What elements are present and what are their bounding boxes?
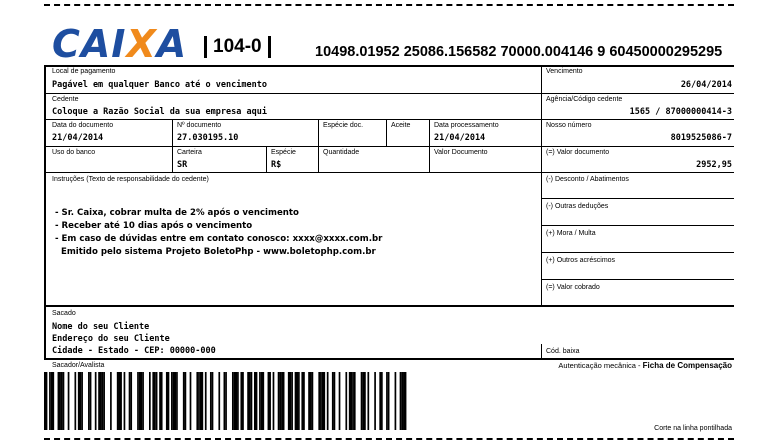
barcode-bar [196, 372, 198, 430]
barcode-bar [58, 372, 61, 430]
valor-documento-value: 2952,95 [696, 160, 732, 170]
grid-line [44, 65, 734, 67]
barcode-bar [102, 372, 104, 430]
barcode-bar [90, 372, 92, 430]
barcode-bar [288, 372, 291, 430]
barcode-bar [403, 372, 406, 430]
barcode-bar [232, 372, 234, 430]
grid-line [44, 65, 46, 359]
barcode-bar [152, 372, 155, 430]
barcode-bar [224, 372, 226, 430]
barcode-bar [295, 372, 298, 430]
data-documento-value: 21/04/2014 [52, 133, 104, 143]
local-pagamento-value: Pagável em qualquer Banco até o vencimento [52, 80, 267, 90]
barcode-bar [129, 372, 131, 430]
grid-line [541, 279, 734, 280]
data-documento-label: Data do documento [52, 122, 114, 129]
grid-line [541, 344, 542, 359]
barcode-bar [68, 372, 70, 430]
logo-x-letter: X [126, 22, 157, 66]
grid-line [541, 198, 734, 199]
barcode-bar [159, 372, 162, 430]
barcode-bar [61, 372, 63, 430]
barcode-bar [78, 372, 81, 430]
barcode-bar [400, 372, 402, 430]
barcode-bar [130, 372, 132, 430]
sacado-line: Endereço do seu Cliente [52, 334, 170, 344]
barcode-bar [312, 372, 314, 430]
barcode-bar [119, 372, 122, 430]
barcode-bar [318, 372, 320, 430]
barcode-bar [247, 372, 250, 430]
sacado-line: Cidade - Estado - CEP: 00000-000 [52, 346, 216, 356]
barcode-bar [103, 372, 105, 430]
mora-multa-label: (+) Mora / Multa [546, 230, 596, 237]
grid-line [44, 305, 734, 307]
nosso-numero-value: 8019525086-7 [670, 133, 732, 143]
barcode-bar [240, 372, 243, 430]
barcode-bar [49, 372, 51, 430]
barcode-bar [367, 372, 369, 430]
caixa-logo [52, 22, 187, 66]
barcode-bar [190, 372, 192, 430]
barcode-bar [98, 372, 101, 430]
barcode-bar [173, 372, 176, 430]
barcode-bar [279, 372, 281, 430]
quantidade-label: Quantidade [323, 149, 360, 156]
especie-label: Espécie [271, 149, 296, 156]
barcode-bar [386, 372, 388, 430]
barcode-bar [349, 372, 352, 430]
grid-line [44, 172, 734, 173]
barcode-bar [200, 372, 203, 430]
sacador-label: Sacador/Avalista [52, 362, 105, 369]
ficha-compensacao: Ficha de Compensação [642, 361, 732, 370]
numero-documento-label: Nº documento [177, 122, 222, 129]
bottom-cut-line [44, 438, 734, 440]
barcode-bar [210, 372, 212, 430]
barcode-bar [149, 372, 151, 430]
instrucao-line: - Receber até 10 dias após o vencimento [55, 221, 253, 231]
grid-line [429, 119, 430, 173]
valor-cobrado-label: (=) Valor cobrado [546, 284, 600, 291]
outras-deducoes-label: (-) Outras deduções [546, 203, 609, 210]
barcode-bar [110, 372, 112, 430]
barcode-bar [281, 372, 284, 430]
barcode-bar [334, 372, 336, 430]
barcode-bar [205, 372, 207, 430]
grid-line [541, 252, 734, 253]
corte-label: Corte na linha pontilhada [654, 425, 732, 432]
grid-line [172, 119, 173, 173]
barcode [44, 372, 464, 430]
barcode-bar [308, 372, 311, 430]
valor-documento-mid-label: Valor Documento [434, 149, 488, 156]
barcode-bar [339, 372, 341, 430]
barcode-bar [156, 372, 158, 430]
barcode-bar [388, 372, 390, 430]
grid-line [386, 119, 387, 147]
carteira-label: Carteira [177, 149, 202, 156]
barcode-bar [237, 372, 239, 430]
numero-documento-value: 27.030195.10 [177, 133, 239, 143]
agencia-label: Agência/Código cedente [546, 96, 623, 103]
barcode-bar [51, 372, 54, 430]
instrucao-line: Emitido pelo sistema Projeto BoletoPhp - www.boletophp.com.br [55, 247, 376, 257]
barcode-bar [225, 372, 227, 430]
barcode-bar [218, 372, 220, 430]
uso-banco-label: Uso do banco [52, 149, 96, 156]
autenticacao-text: Autenticação mecânica - [558, 361, 643, 370]
barcode-bar [44, 372, 47, 430]
grid-line [44, 358, 734, 360]
cod-baixa-label: Cód. baixa [546, 348, 580, 355]
barcode-bar [185, 372, 187, 430]
nosso-numero-label: Nosso número [546, 122, 592, 129]
sacado-line: Nome do seu Cliente [52, 322, 150, 332]
grid-line [318, 119, 319, 173]
local-pagamento-label: Local de pagamento [52, 68, 116, 75]
barcode-bar [171, 372, 173, 430]
vencimento-value: 26/04/2014 [680, 80, 732, 90]
grid-line [44, 93, 734, 94]
sacado-label: Sacado [52, 310, 76, 317]
cedente-value: Coloque a Razão Social da sua empresa aqui [52, 107, 267, 117]
barcode-bar [254, 372, 257, 430]
barcode-bar [273, 372, 275, 430]
barcode-bar [320, 372, 322, 430]
barcode-bar [166, 372, 169, 430]
aceite-label: Aceite [391, 122, 411, 129]
barcode-bar [379, 372, 381, 430]
barcode-bar [345, 372, 347, 430]
instrucoes-label: Instruções (Texto de responsabilidade do cedente) [52, 176, 209, 183]
barcode-bar [198, 372, 200, 430]
barcode-bar [139, 372, 142, 430]
desconto-label: (-) Desconto / Abatimentos [546, 176, 629, 183]
barcode-bar [137, 372, 139, 430]
agencia-value: 1565 / 87000000414-3 [629, 107, 732, 117]
grid-line [44, 119, 734, 120]
barcode-bar [381, 372, 383, 430]
barcode-bar [352, 372, 354, 430]
barcode-bar [298, 372, 300, 430]
valor-documento-label: (=) Valor documento [546, 149, 610, 156]
barcode-bar [261, 372, 264, 430]
barcode-bar [212, 372, 214, 430]
barcode-bar [301, 372, 304, 430]
barcode-bar [234, 372, 237, 430]
cedente-label: Cedente [52, 96, 79, 103]
grid-line [266, 146, 267, 173]
barcode-bar [176, 372, 178, 430]
barcode-bar [361, 372, 363, 430]
vencimento-label: Vencimento [546, 68, 583, 75]
bank-logo-text: CAIXA [52, 22, 188, 66]
barcode-bar [268, 372, 271, 430]
barcode-bar [322, 372, 325, 430]
instrucao-line: - Sr. Caixa, cobrar multa de 2% após o vencimento [55, 208, 299, 218]
grid-line [44, 146, 734, 147]
data-processamento-value: 21/04/2014 [434, 133, 486, 143]
grid-line [541, 65, 542, 306]
barcode-bar [124, 372, 126, 430]
grid-line [541, 225, 734, 226]
barcode-bar [291, 372, 293, 430]
digitable-line: 10498.01952 25086.156582 70000.004146 9 60450000295295 [315, 44, 723, 60]
barcode-bar [354, 372, 356, 430]
especie-value: R$ [271, 160, 282, 170]
barcode-bar [395, 372, 397, 430]
barcode-bar [74, 372, 76, 430]
barcode-bar [63, 372, 65, 430]
carteira-value: SR [177, 160, 188, 170]
barcode-bar [362, 372, 365, 430]
outros-acrescimos-label: (+) Outros acréscimos [546, 257, 616, 264]
data-processamento-label: Data processamento [434, 122, 499, 129]
especie-doc-label: Espécie doc. [323, 122, 364, 129]
barcode-bar [278, 372, 280, 430]
bank-code: 104-0 [204, 36, 271, 58]
barcode-bar [401, 372, 403, 430]
barcode-bar [374, 372, 376, 430]
barcode-bar [142, 372, 144, 430]
barcode-bar [259, 372, 261, 430]
autenticacao-label [558, 361, 732, 371]
barcode-bar [332, 372, 334, 430]
barcode-bar [183, 372, 185, 430]
barcode-bar [95, 372, 97, 430]
barcode-bar [88, 372, 90, 430]
barcode-bar [81, 372, 83, 430]
barcode-bar [327, 372, 329, 430]
top-cut-line [44, 4, 734, 6]
barcode-bar [117, 372, 119, 430]
barcode-bar [251, 372, 253, 430]
instrucao-line: - Em caso de dúvidas entre em contato conosco: xxxx@xxxx.com.br [55, 234, 383, 244]
